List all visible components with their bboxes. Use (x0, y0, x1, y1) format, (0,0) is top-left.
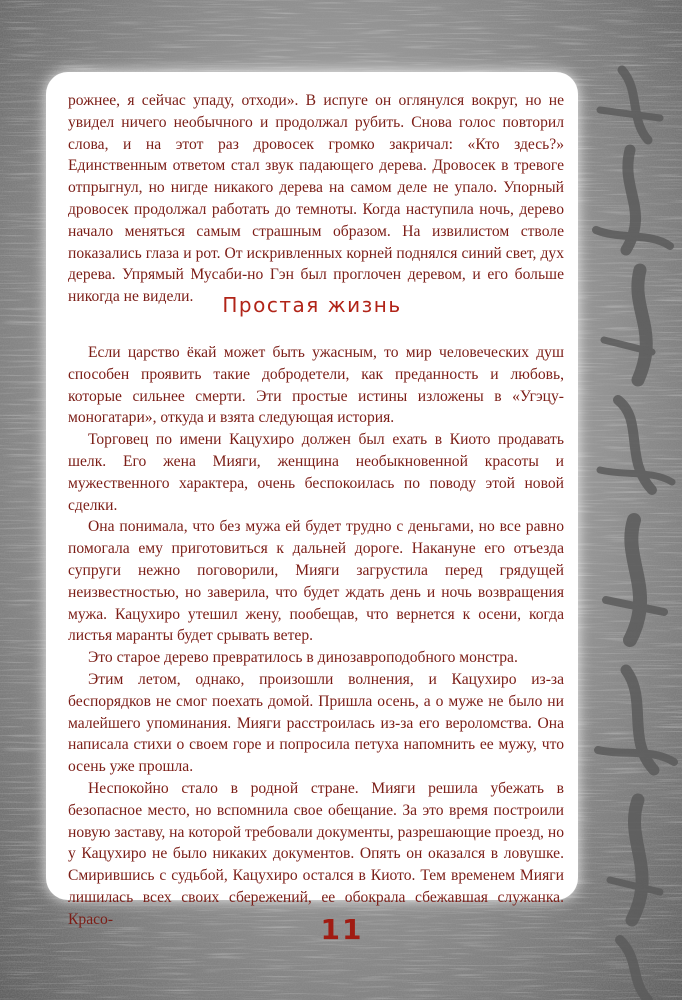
paragraph: Торговец по имени Кацухиро должен был ехать в Киото продавать шелк. Его жена Мияги, женщина необыкновенной красоты и мужественного характера, очень беспокоилась по поводу этой новой сделки. (68, 431, 564, 514)
paragraph: Этим летом, однако, произошли волнения, и Кацухиро из-за беспорядков не смог поехать домой. Пришла осень, а о муже не было ни малейшего упоминания. Мияги расстроилась из-за его вероломства. Она написала стихи о своем горе и попросила петуха напомнить ее мужу, что осень уже прошла. (68, 670, 564, 776)
paragraph: Если царство ёкай может быть ужасным, то мир человеческих душ способен проявить такие добродетели, как преданность и любовь, которые сильнее смерти. Эти простые истины изложены в «Угэцу-моногатари», откуда и взята следующая история. (68, 344, 564, 427)
intro-text-block (68, 90, 564, 308)
paragraph: Неспокойно стало в родной стране. Мияги решила убежать в безопасное место, но вспомнила свое обещание. За это время построили новую заставу, на которой требовали документы, разрешающие проезд, но у Кацухиро не было никаких документов. Опять он оказался в ловушке. Смирившись с судьбой, Кацухиро остался в Киото. Тем временем Мияги лишилась всех своих сбережений, ее обокрала сбежавшая служанка. Красо- (68, 779, 564, 928)
section-heading: Простая жизнь (222, 293, 402, 317)
paragraph: Это старое дерево превратилось в динозавроподобного монстра. (88, 649, 518, 667)
intro-paragraph: рожнее, я сейчас упаду, отходи». В испуге он оглянулся вокруг, но не увидел ничего необычного и продолжал рубить. Снова голос повторил слова, и на этот раз дровосек громко закричал: «Кто здесь?» Единственным ответом стал звук падающего дерева. Дровосек в тревоге отпрыгнул, но нигде никакого дерева на самом деле не упало. Упорный дровосек продолжал работать до темноты. Когда наступила ночь, дерево начало меняться самым страшным образом. На извилистом стволе показались глаза и рот. От искривленных корней поднялся синий свет, дух дерева. Упрямый Мусаби-но Гэн был проглочен деревом, и его больше никогда не видели. (68, 92, 564, 306)
paragraph: Она понимала, что без мужа ей будет трудно с деньгами, но все равно помогала ему приготовиться к дальней дороге. Накануне его отъезда супруги нежно поговорили, Мияги загрустила перед грядущей неизвестностью, но заверила, что будет ждать день и ночь возвращения мужа. Кацухиро утешил жену, пообещав, что вернется к осени, когда листья маранты будет срывать ветер. (68, 518, 564, 645)
calligraphy-strokes (560, 0, 682, 1000)
main-text-block (68, 342, 564, 931)
page-number: 11 (320, 913, 364, 946)
